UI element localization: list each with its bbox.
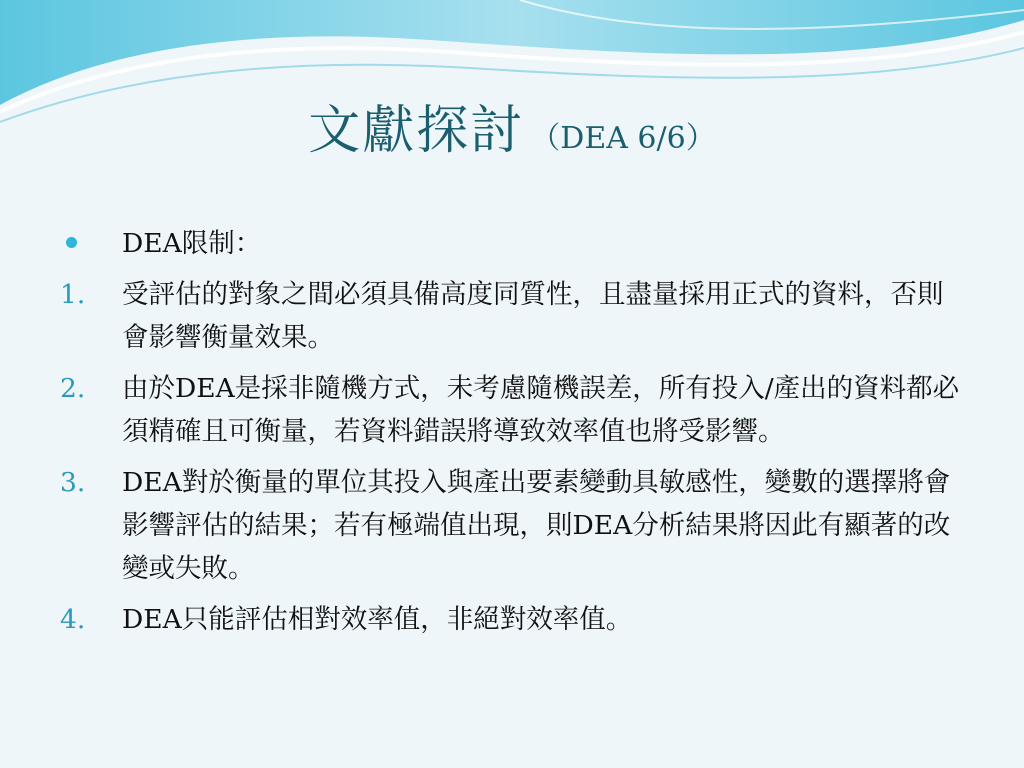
list-heading: DEA限制： [122, 228, 262, 259]
title-main: 文獻探討 [308, 101, 525, 161]
list-item-text: 受評估的對象之間必須具備高度同質性，且盡量採用正式的資料，否則會影響衡量效果。 [122, 279, 944, 353]
list-item-number: 3. [60, 467, 86, 498]
slide-title [0, 88, 1024, 168]
list-item-text: DEA對於衡量的單位其投入與產出要素變動具敏感性，變數的選擇將會影響評估的結果；若有極端值出現，則DEA分析結果將因此有顯著的改變或失敗。 [122, 467, 951, 584]
list-item [60, 273, 960, 359]
title-suffix: （DEA 6/6） [530, 121, 716, 156]
list-item-number: 2. [60, 373, 86, 404]
list-item [60, 367, 960, 453]
list-item [60, 461, 960, 590]
list-item [60, 598, 960, 641]
list-item-text: DEA只能評估相對效率值，非絕對效率值。 [122, 604, 633, 635]
bullet-dot-icon [66, 237, 77, 248]
list-item-number: 1. [60, 279, 86, 310]
list-heading-row [60, 222, 960, 265]
content-list [60, 222, 960, 649]
bullet-marker [60, 222, 122, 265]
list-item-text: 由於DEA是採非隨機方式，未考慮隨機誤差，所有投入/產出的資料都必須精確且可衡量，若資料錯誤將導致效率值也將受影響。 [122, 373, 960, 447]
list-item-number: 4. [60, 604, 86, 635]
